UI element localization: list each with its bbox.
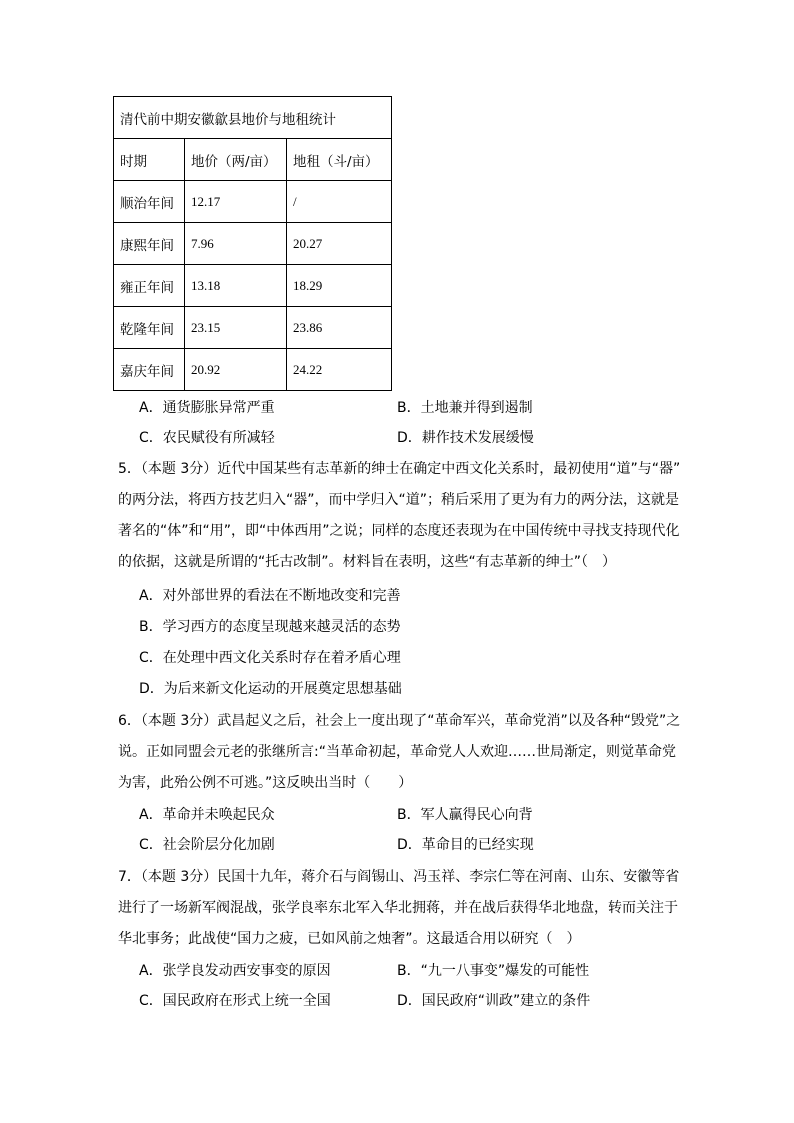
table-row [114, 181, 392, 223]
table-row [114, 349, 392, 391]
cell-land-price: 12.17 [185, 181, 287, 223]
q5-option-c[interactable]: C．在处理中西文化关系时存在着矛盾心理 [139, 650, 401, 666]
q7-option-a[interactable]: A．张学良发动西安事变的原因 [139, 963, 331, 979]
q6-option-c[interactable]: C．社会阶层分化加剧 [139, 837, 275, 853]
cell-land-rent: / [287, 181, 392, 223]
cell-period: 嘉庆年间 [114, 349, 185, 391]
land-price-rent-table [113, 96, 392, 391]
q6-option-a[interactable]: A．革命并未唤起民众 [139, 807, 275, 823]
cell-land-rent: 24.22 [287, 349, 392, 391]
cell-land-rent: 18.29 [287, 265, 392, 307]
cell-period: 顺治年间 [114, 181, 185, 223]
cell-period: 雍正年间 [114, 265, 185, 307]
q5-stem-line: 5．（本题 3分）近代中国某些有志革新的绅士在确定中西文化关系时，最初使用“道”与“器” [118, 461, 681, 477]
cell-period: 康熙年间 [114, 223, 185, 265]
q5-option-b[interactable]: B．学习西方的态度呈现越来越灵活的态势 [139, 619, 401, 635]
q6-stem-line: 6．（本题 3分）武昌起义之后，社会上一度出现了“革命军兴，革命党消”以及各种“毁党”之 [118, 713, 681, 729]
q7-option-c[interactable]: C．国民政府在形式上统一全国 [139, 993, 331, 1009]
cell-land-price: 23.15 [185, 307, 287, 349]
q7-stem-line: 进行了一场新军阀混战，张学良率东北军入华北拥蒋，并在战后获得华北地盘，转而关注于 [118, 900, 678, 916]
cell-period: 乾隆年间 [114, 307, 185, 349]
q7-option-b[interactable]: B．“九一八事变”爆发的可能性 [397, 963, 590, 979]
table-header-row [114, 139, 392, 181]
cell-land-rent: 23.86 [287, 307, 392, 349]
q5-stem-line: 的两分法，将西方技艺归入“器”，而中学归入“道”；稍后采用了更为有力的两分法，这就是 [118, 492, 680, 508]
q7-option-d[interactable]: D．国民政府“训政”建立的条件 [397, 993, 591, 1009]
q4-option-d[interactable]: D．耕作技术发展缓慢 [397, 430, 534, 446]
table-title: 清代前中期安徽歙县地价与地租统计 [114, 97, 392, 139]
table-row [114, 223, 392, 265]
cell-land-price: 20.92 [185, 349, 287, 391]
header-land-rent: 地租（斗/亩） [287, 139, 392, 181]
table-row [114, 265, 392, 307]
q6-option-b[interactable]: B．军人赢得民心向背 [397, 807, 533, 823]
q6-stem-line: 说。正如同盟会元老的张继所言:“当革命初起，革命党人人欢迎……世局渐定，则觉革命党 [118, 744, 676, 760]
q6-option-d[interactable]: D．革命目的已经实现 [397, 837, 534, 853]
q5-stem-line: 的依据，这就是所谓的“托古改制”。材料旨在表明，这些“有志革新的绅士”（ ） [118, 554, 617, 570]
q6-stem-line: 为害，此殆公例不可逃。”这反映出当时（ ） [118, 775, 413, 791]
cell-land-rent: 20.27 [287, 223, 392, 265]
q7-stem-line: 华北事务；此战使“国力之疲，已如风前之烛奢”。这最适合用以研究（ ） [118, 931, 581, 947]
q4-option-c[interactable]: C．农民赋役有所减轻 [139, 430, 275, 446]
table-title-row [114, 97, 392, 139]
header-land-price: 地价（两/亩） [185, 139, 287, 181]
q5-option-d[interactable]: D．为后来新文化运动的开展奠定思想基础 [139, 681, 402, 697]
q4-option-a[interactable]: A．通货膨胀异常严重 [139, 400, 275, 416]
header-period: 时期 [114, 139, 185, 181]
q7-stem-line: 7．（本题 3分）民国十九年，蒋介石与阎锡山、冯玉祥、李宗仁等在河南、山东、安徽等省 [118, 869, 680, 885]
q5-stem-line: 著名的“体”和“用”，即“中体西用”之说；同样的态度还表现为在中国传统中寻找支持现代化 [118, 523, 680, 539]
cell-land-price: 7.96 [185, 223, 287, 265]
q5-option-a[interactable]: A．对外部世界的看法在不断地改变和完善 [139, 588, 401, 604]
q4-option-b[interactable]: B．土地兼并得到遏制 [397, 400, 533, 416]
cell-land-price: 13.18 [185, 265, 287, 307]
table-row [114, 307, 392, 349]
